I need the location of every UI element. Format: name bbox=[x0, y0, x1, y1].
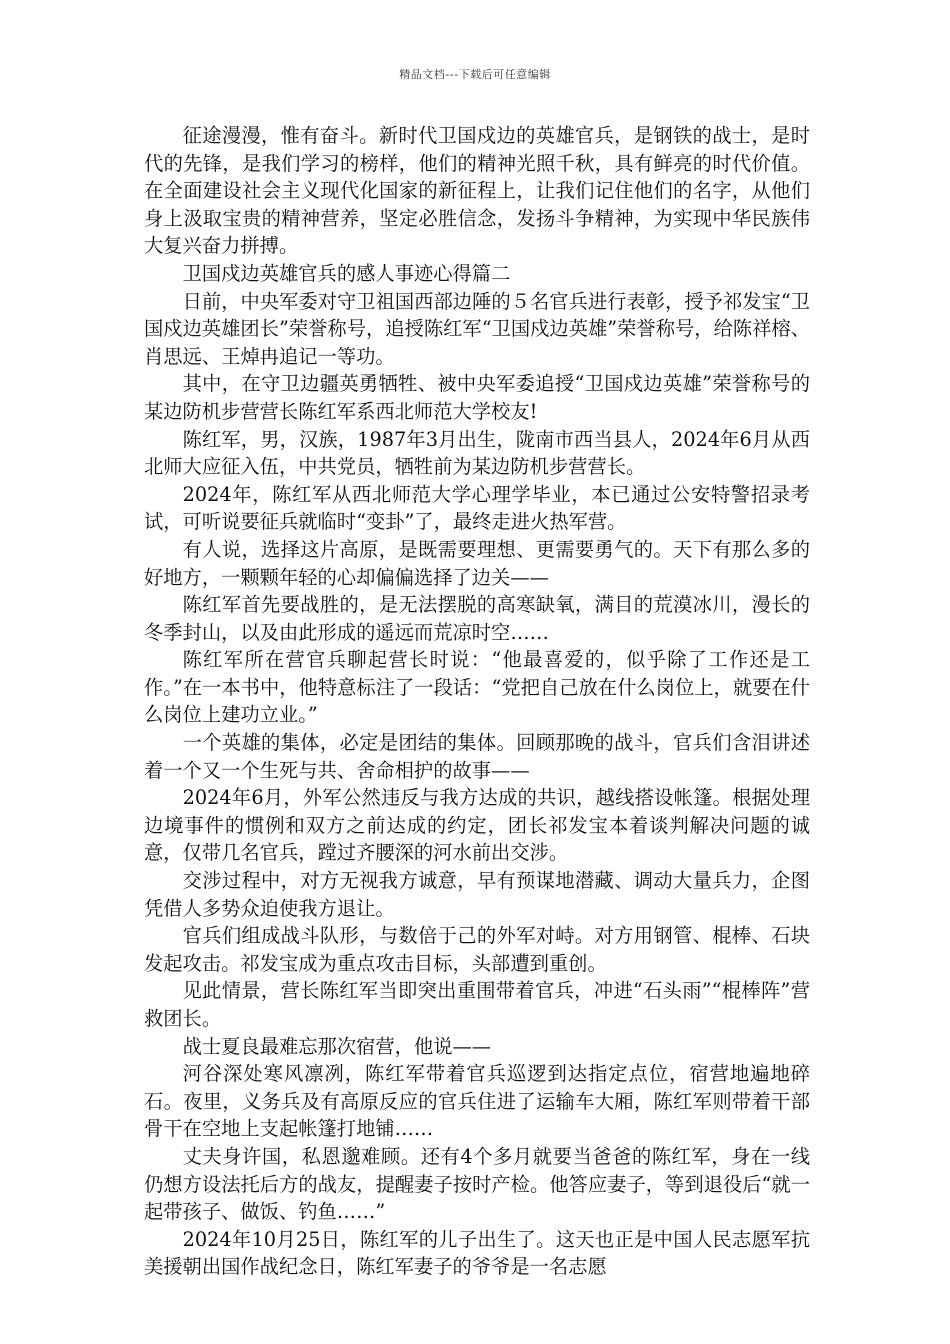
paragraph: 2024年，陈红军从西北师范大学心理学毕业，本已通过公安特警招录考试，可听说要征兵就临时“变卦”了，最终走进火热军营。 bbox=[144, 482, 810, 534]
paragraph: 官兵们组成战斗队形，与数倍于己的外军对峙。对方用钢管、棍棒、石块发起攻击。祁发宝成为重点攻击目标，头部遭到重创。 bbox=[144, 924, 810, 975]
paragraph: 征途漫漫，惟有奋斗。新时代卫国戍边的英雄官兵，是钢铁的战士，是时代的先锋，是我们学习的榜样，他们的精神光照千秋，具有鲜亮的时代价值。在全面建设社会主义现代化国家的新征程上，让我们记住他们的名字，从他们身上汲取宝贵的精神营养，坚定必胜信念，发扬斗争精神，为实现中华民族伟大复兴奋力拼搏。 bbox=[144, 124, 810, 258]
paragraph: 2024年10月25日，陈红军的儿子出生了。这天也正是中国人民志愿军抗美援朝出国作战纪念日，陈红军妻子的爷爷是一名志愿 bbox=[144, 1227, 810, 1279]
section-title: 卫国戍边英雄官兵的感人事迹心得篇二 bbox=[182, 261, 511, 285]
paragraph: 2024年6月，外军公然违反与我方达成的共识，越线搭设帐篷。根据处理边境事件的惯例和双方之前达成的约定，团长祁发宝本着谈判解决问题的诚意，仅带几名官兵，蹚过齐腰深的河水前出交涉。 bbox=[144, 786, 810, 865]
paragraph: 其中，在守卫边疆英勇牺牲、被中央军委追授“卫国戍边英雄”荣誉称号的某边防机步营营长陈红军系西北师范大学校友! bbox=[144, 372, 810, 423]
header-note: 精品文档---下载后可任意编辑 bbox=[399, 68, 551, 81]
paragraph: 战士夏良最难忘那次宿营，他说—— bbox=[182, 1034, 492, 1058]
paragraph: 有人说，选择这片高原，是既需要理想、更需要勇气的。天下有那么多的好地方，一颗颗年轻的心却偏偏选择了边关—— bbox=[144, 537, 810, 589]
paragraph: 陈红军，男，汉族，1987年3月出生，陇南市西当县人，2024年6月从西北师大应征入伍，中共党员，牺牲前为某边防机步营营长。 bbox=[144, 427, 810, 479]
paragraph: 陈红军所在营官兵聊起营长时说：“他最喜爱的，似乎除了工作还是工作。”在一本书中，他特意标注了一段话：“党把自己放在什么岗位上，就要在什么岗位上建功立业。” bbox=[144, 648, 810, 727]
paragraph: 一个英雄的集体，必定是团结的集体。回顾那晚的战斗，官兵们含泪讲述着一个又一个生死与共、舍命相护的故事—— bbox=[144, 731, 810, 782]
paragraph: 河谷深处寒风凛冽，陈红军带着官兵巡逻到达指定点位，宿营地遍地碎石。夜里，义务兵及有高原反应的官兵住进了运输车大厢，陈红军则带着干部骨干在空地上支起帐篷打地铺…… bbox=[144, 1062, 810, 1141]
paragraph: 日前，中央军委对守卫祖国西部边陲的５名官兵进行表彰，授予祁发宝“卫国戍边英雄团长”荣誉称号，追授陈红军“卫国戍边英雄”荣誉称号，给陈祥榕、肖思远、王焯冉追记一等功。 bbox=[144, 289, 810, 368]
article-body bbox=[144, 122, 810, 1281]
paragraph: 见此情景，营长陈红军当即突出重围带着官兵，冲进“石头雨”“棍棒阵”营救团长。 bbox=[144, 979, 810, 1030]
paragraph: 陈红军首先要战胜的，是无法摆脱的高寒缺氧，满目的荒漠冰川，漫长的冬季封山，以及由此形成的遥远而荒凉时空…… bbox=[144, 593, 810, 644]
paragraph: 丈夫身许国，私恩邈难顾。还有4个多月就要当爸爸的陈红军，身在一线仍想方设法托后方的战友，提醒妻子按时产检。他答应妻子，等到退役后“就一起带孩子、做饭、钓鱼……” bbox=[144, 1144, 810, 1224]
paragraph: 交涉过程中，对方无视我方诚意，早有预谋地潜藏、调动大量兵力，企图凭借人多势众迫使我方退让。 bbox=[144, 869, 810, 920]
